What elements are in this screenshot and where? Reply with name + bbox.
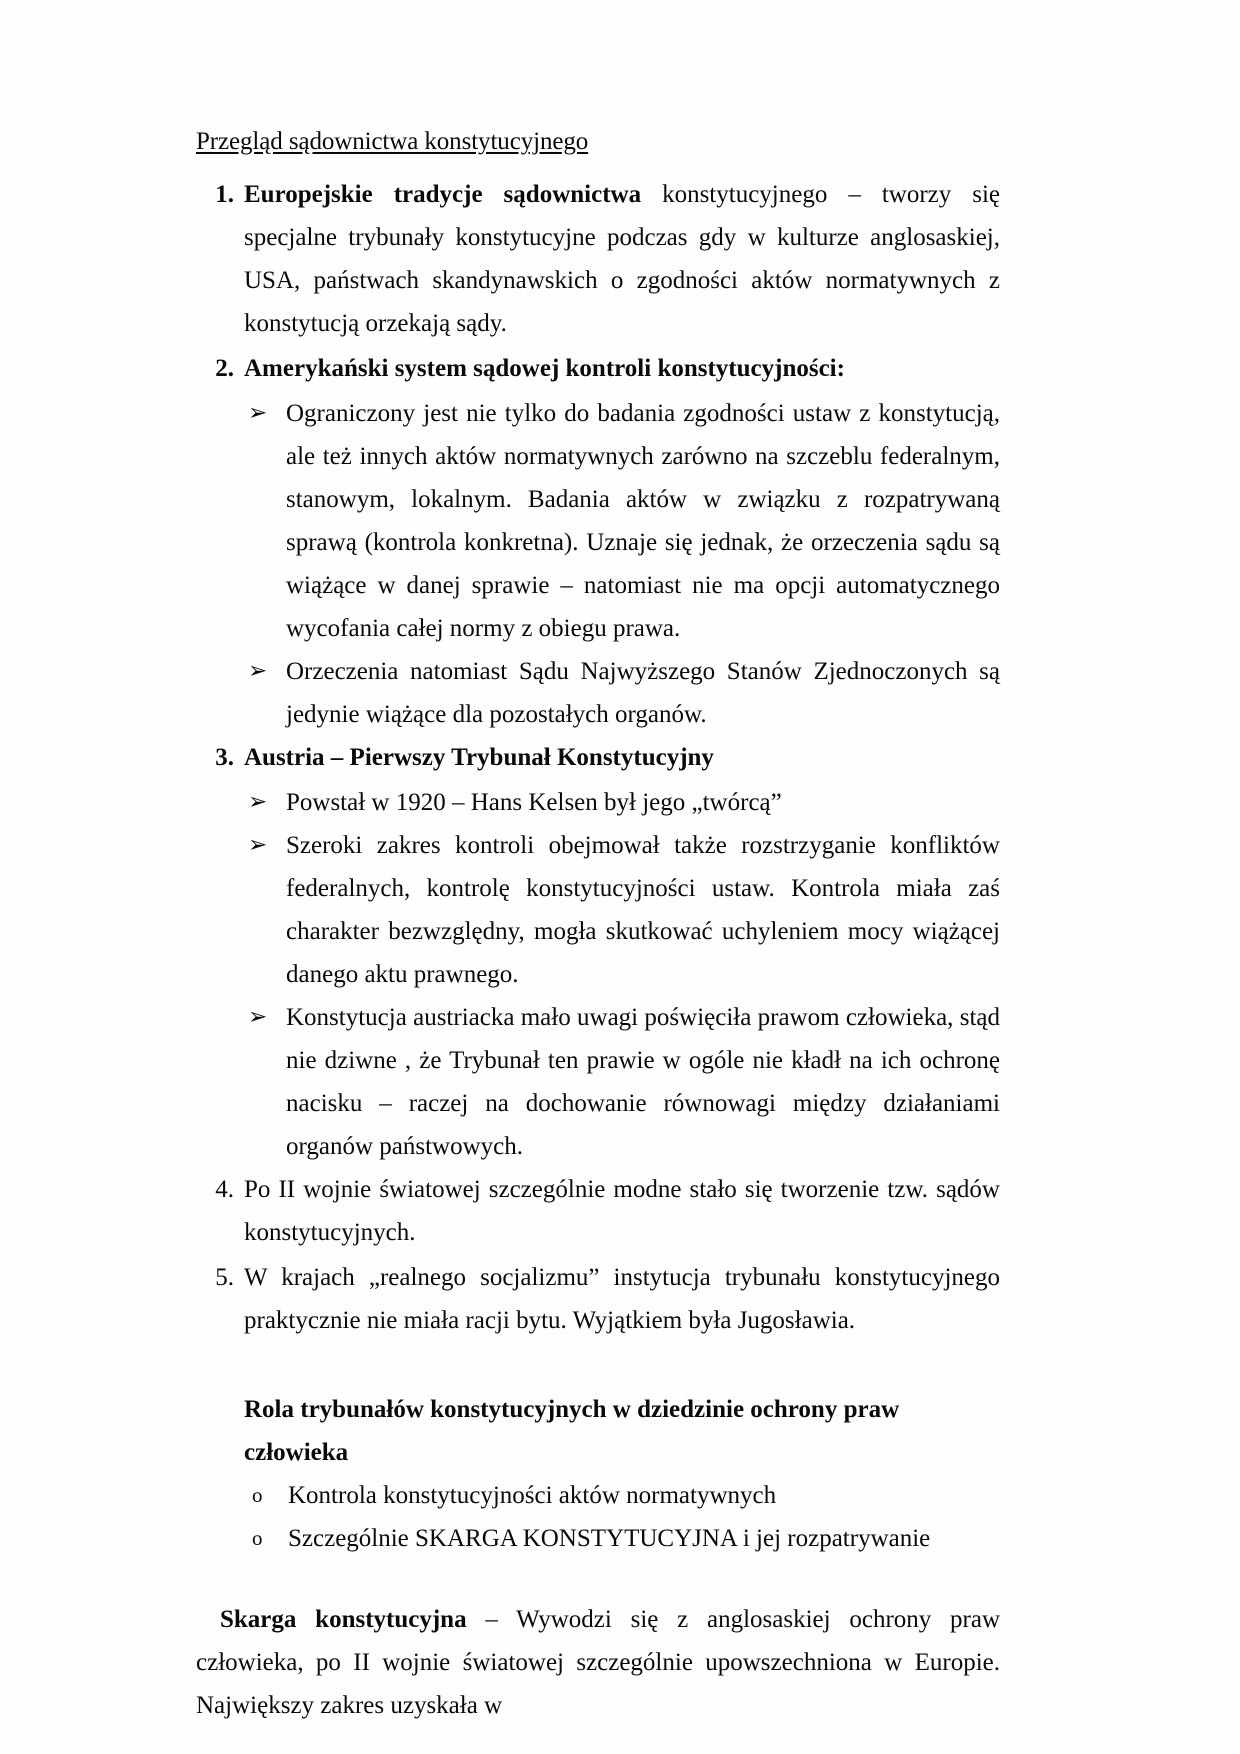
list-item-1 xyxy=(196,173,1000,345)
list-item-4-text: Po II wojnie światowej szczególnie modne stało się tworzenie tzw. sądów konstytucyjnych. xyxy=(244,1176,1000,1247)
list-item-3-heading xyxy=(244,736,1000,779)
main-numbered-list xyxy=(196,173,1000,1342)
list-item xyxy=(248,392,1000,650)
list-item-3-heading-text: Austria – Pierwszy Trybunał Konstytucyjny xyxy=(244,744,714,772)
list-item xyxy=(248,650,1000,736)
circle-bullet-icon: o xyxy=(252,1483,263,1508)
list-marker-4: 4. xyxy=(215,1176,234,1204)
sublist-rola xyxy=(196,1474,1000,1560)
sublist-text: Szczególnie SKARGA KONSTYTUCYJNA i jej rozpatrywanie xyxy=(288,1525,931,1553)
closing-lead: Skarga konstytucyjna xyxy=(220,1606,467,1634)
arrow-bullet-icon: ➢ xyxy=(248,789,268,816)
closing-rest: – Wywodzi się z anglosaskiej ochrony praw człowieka, po II wojnie światowej szczególnie upowszechniona w Europie. Największy zakres uzyskała w xyxy=(196,1606,1000,1720)
arrow-bullet-icon: ➢ xyxy=(248,658,268,685)
list-item xyxy=(248,1474,1000,1517)
list-item-2-heading xyxy=(244,347,1000,390)
page-title: Przegląd sądownictwa konstytucyjnego xyxy=(196,128,589,155)
sublist-item-2 xyxy=(196,392,1000,736)
list-item-5-text: W krajach „realnego socjalizmu” instytucja trybunału konstytucyjnego praktycznie nie miała racji bytu. Wyjątkiem była Jugosławia. xyxy=(244,1264,1000,1335)
list-item-3 xyxy=(196,736,1000,779)
closing-paragraph xyxy=(196,1598,1000,1727)
sublist-text: Ograniczony jest nie tylko do badania zgodności ustaw z konstytucją, ale też innych aktów normatywnych zarówno na szczeblu federalnym, stanowym, lokalnym. Badania aktów w związku z rozpatrywaną sprawą (kontrola konkretna). Uznaje się jednak, że orzeczenia sądu są wiążące w danej sprawie – natomiast nie ma opcji automatycznego wycofania całej normy z obiegu prawa. xyxy=(286,400,1000,643)
list-marker-1: 1. xyxy=(215,181,234,209)
list-item-4 xyxy=(196,1168,1000,1254)
list-item-1-text xyxy=(244,173,1000,345)
list-item-1-rest: konstytucyjnego – tworzy się specjalne trybunały konstytucyjne podczas gdy w kulturze anglosaskiej, USA, państwach skandynawskich o zgodności aktów normatywnych z konstytucją orzekają sądy. xyxy=(244,181,1001,338)
list-item xyxy=(248,996,1000,1168)
arrow-bullet-icon: ➢ xyxy=(248,1004,268,1031)
circle-bullet-icon: o xyxy=(252,1526,263,1551)
section-heading-rola: Rola trybunałów konstytucyjnych w dziedzinie ochrony praw człowieka xyxy=(244,1396,900,1467)
list-item-1-lead: Europejskie tradycje sądownictwa xyxy=(244,181,642,209)
list-marker-5: 5. xyxy=(215,1264,234,1292)
section-spacer xyxy=(196,1344,1000,1388)
arrow-bullet-icon: ➢ xyxy=(248,832,268,859)
list-item-5 xyxy=(196,1256,1000,1342)
list-marker-2: 2. xyxy=(215,355,234,383)
list-item xyxy=(248,781,1000,824)
sublist-text: Szeroki zakres kontroli obejmował także rozstrzyganie konfliktów federalnych, kontrolę konstytucyjności ustaw. Kontrola miała zaś charakter bezwzględny, mogła skutkować uchyleniem mocy wiążącej danego aktu prawnego. xyxy=(286,832,1000,989)
sublist-item-3 xyxy=(196,781,1000,1168)
list-item-2-heading-text: Amerykański system sądowej kontroli konstytucyjności: xyxy=(244,355,845,383)
section-spacer xyxy=(196,1560,1000,1598)
list-item xyxy=(248,824,1000,996)
sublist-text: Konstytucja austriacka mało uwagi poświęciła prawom człowieka, stąd nie dziwne , że Trybunał ten prawie w ogóle nie kładł na ich ochronę nacisku – raczej na dochowanie równowagi między działaniami organów państwowych. xyxy=(286,1004,1000,1161)
list-marker-3: 3. xyxy=(215,744,234,772)
arrow-bullet-icon: ➢ xyxy=(248,400,268,427)
list-item-2 xyxy=(196,347,1000,390)
sublist-text: Kontrola konstytucyjności aktów normatywnych xyxy=(288,1482,777,1510)
sublist-text: Powstał w 1920 – Hans Kelsen był jego „twórcą” xyxy=(286,789,782,817)
sublist-text: Orzeczenia natomiast Sądu Najwyższego Stanów Zjednoczonych są jedynie wiążące dla pozostałych organów. xyxy=(286,658,1000,729)
list-item xyxy=(248,1517,1000,1560)
